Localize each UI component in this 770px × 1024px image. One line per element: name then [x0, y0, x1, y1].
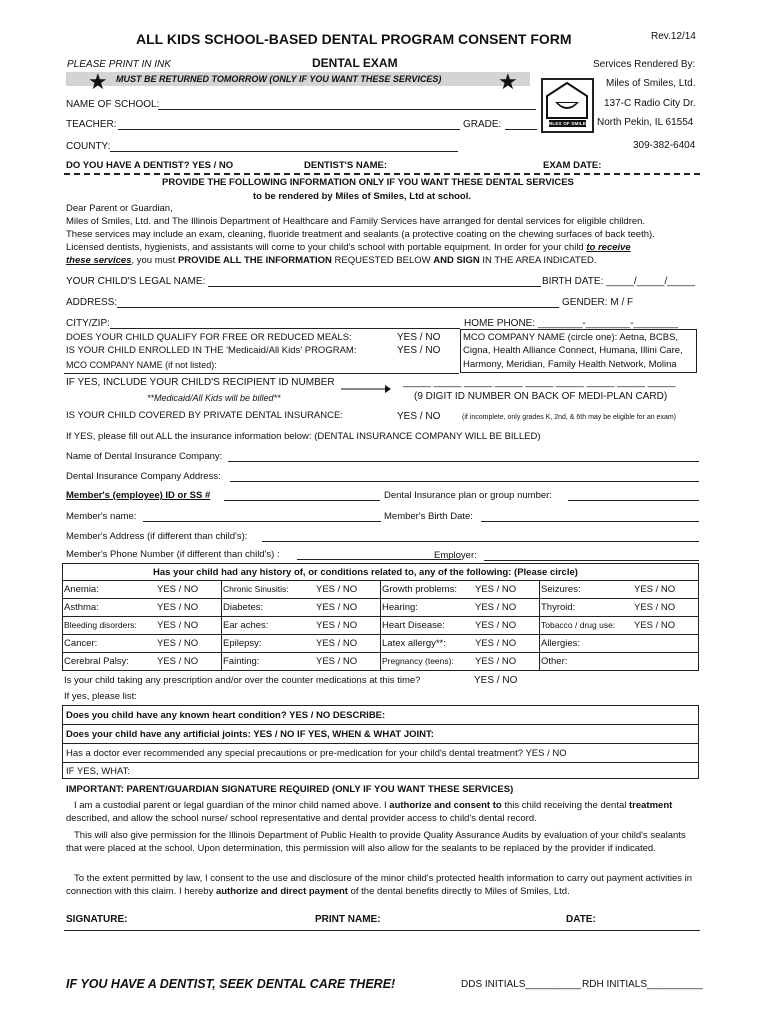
cut-line-divider	[64, 173, 700, 175]
star-icon: ★	[88, 69, 108, 94]
form-subtitle: DENTAL EXAM	[312, 56, 398, 70]
insurance-address-field[interactable]	[230, 481, 699, 482]
letter-line-2: These services may include an exam, cleaning, fluoride treatment and sealants (a protective coating on the chewing surfaces of back teeth).	[66, 229, 655, 240]
free-meals-question: DOES YOUR CHILD QUALIFY FOR FREE OR REDUCED MEALS:	[66, 332, 352, 343]
revision-label: Rev.12/14	[651, 31, 696, 42]
form-title: ALL KIDS SCHOOL-BASED DENTAL PROGRAM CONSENT FORM	[136, 31, 572, 47]
history-condition-label: Allergies:	[541, 638, 581, 649]
birth-date-field[interactable]: BIRTH DATE: _____/_____/_____	[542, 276, 696, 287]
history-condition-label: Thyroid:	[541, 602, 576, 613]
member-birth-label: Member's Birth Date:	[384, 511, 473, 522]
history-yes-no[interactable]: YES / NO	[316, 638, 358, 649]
history-yes-no[interactable]: YES / NO	[316, 620, 358, 631]
medications-question: Is your child taking any prescription and/or over the counter medications at this time?	[64, 675, 421, 686]
history-question: Has your child had any history of, or conditions related to, any of the following: (Please circle)	[153, 567, 578, 578]
school-name-label: NAME OF SCHOOL:	[66, 99, 160, 110]
arrow-right-icon	[341, 381, 391, 391]
insurance-instructions: If YES, please fill out ALL the insurance information below: (DENTAL INSURANCE COMPANY WILL BE BILLED)	[66, 431, 541, 442]
miles-of-smiles-logo: MILES OF SMILES	[541, 78, 594, 133]
history-condition-label: Diabetes:	[223, 602, 264, 613]
insurance-company-label: Name of Dental Insurance Company:	[66, 451, 223, 462]
seek-care-notice: IF YOU HAVE A DENTIST, SEEK DENTAL CARE THERE!	[66, 977, 396, 991]
insurance-address-label: Dental Insurance Company Address:	[66, 471, 221, 482]
letter-line-3: Licensed dentists, hygienists, and assistants will come to your child's school with portable equipment. In order for your child to receive	[66, 242, 631, 253]
gender-field[interactable]: GENDER: M / F	[562, 297, 634, 308]
premedication-what-label: IF YES, WHAT:	[66, 766, 131, 777]
history-yes-no[interactable]: YES / NO	[157, 656, 199, 667]
recipient-id-label: IF YES, INCLUDE YOUR CHILD'S RECIPIENT ID NUMBER	[66, 377, 335, 388]
provide-info-subheading: to be rendered by Miles of Smiles, Ltd at school.	[253, 191, 472, 202]
grade-field[interactable]	[505, 129, 537, 130]
city-zip-label: CITY/ZIP:	[66, 318, 110, 329]
history-condition-label: Latex allergy**:	[382, 638, 446, 649]
member-address-field[interactable]	[262, 541, 699, 542]
nine-digit-note: (9 DIGIT ID NUMBER ON BACK OF MEDI-PLAN CARD)	[414, 391, 668, 402]
artificial-joints-question: Does your child have any artificial joints: YES / NO IF YES, WHEN & WHAT JOINT:	[66, 729, 434, 740]
member-id-label: Member's (employee) ID or SS #	[66, 490, 211, 501]
medicaid-billed-note: **Medicaid/All Kids will be billed**	[147, 393, 281, 403]
consent-paragraph-2: This will also give permission for the Illinois Department of Public Health to provide Quality Assurance Audits by evaluation of your child's sealants that were placed at the school. Upon determination, this permission will also allow for the sealants to be replaced by the provider if indicated.	[66, 830, 686, 854]
history-condition-label: Cerebral Palsy:	[64, 656, 129, 667]
date-label: DATE:	[566, 914, 596, 925]
history-condition-label: Anemia:	[64, 584, 99, 595]
star-icon: ★	[498, 69, 518, 94]
mco-not-listed-label: MCO COMPANY NAME (if not listed):	[66, 360, 217, 370]
grade-label: GRADE:	[463, 119, 502, 130]
signature-label: SIGNATURE:	[66, 914, 128, 925]
history-yes-no[interactable]: YES / NO	[316, 602, 358, 613]
teacher-label: TEACHER:	[66, 119, 117, 130]
employer-field[interactable]	[484, 560, 699, 561]
provider-phone: 309-382-6404	[633, 140, 696, 151]
history-yes-no[interactable]: YES / NO	[475, 584, 517, 595]
dds-initials-field[interactable]: DDS INITIALS__________	[461, 979, 582, 990]
history-yes-no[interactable]: YES / NO	[316, 584, 358, 595]
mco-line-3: Harmony, Meridian, Family Health Network, Molina	[463, 359, 677, 370]
return-notice: MUST BE RETURNED TOMORROW (ONLY IF YOU WANT THESE SERVICES)	[116, 74, 442, 84]
history-yes-no[interactable]: YES / NO	[316, 656, 358, 667]
member-id-field[interactable]	[224, 500, 380, 501]
history-yes-no[interactable]: YES / NO	[475, 620, 517, 631]
history-yes-no[interactable]: YES / NO	[634, 620, 676, 631]
teacher-field[interactable]	[118, 129, 460, 130]
history-condition-label: Epilepsy:	[223, 638, 262, 649]
history-yes-no[interactable]: YES / NO	[157, 638, 199, 649]
employer-label: Employer:	[434, 550, 477, 561]
history-condition-label: Pregnancy (teens):	[382, 656, 454, 666]
county-field[interactable]	[110, 151, 458, 152]
consent-heading: IMPORTANT: PARENT/GUARDIAN SIGNATURE REQUIRED (ONLY IF YOU WANT THESE SERVICES)	[66, 784, 514, 795]
history-yes-no[interactable]: YES / NO	[634, 584, 676, 595]
insurance-company-field[interactable]	[228, 461, 699, 462]
history-condition-label: Fainting:	[223, 656, 260, 667]
medications-list-label: If yes, please list:	[64, 691, 137, 702]
history-condition-label: Asthma:	[64, 602, 99, 613]
member-phone-label: Member's Phone Number (if different than child's) :	[66, 549, 280, 560]
medications-yes-no[interactable]: YES / NO	[474, 675, 518, 686]
provider-name: Miles of Smiles, Ltd.	[606, 78, 696, 89]
school-name-field[interactable]	[158, 109, 536, 110]
private-insurance-yes-no[interactable]: YES / NO	[397, 411, 441, 422]
history-yes-no[interactable]: YES / NO	[475, 602, 517, 613]
history-yes-no[interactable]: YES / NO	[157, 602, 199, 613]
mco-line-1: MCO COMPANY NAME (circle one): Aetna, BCBS,	[463, 332, 679, 343]
provide-info-heading: PROVIDE THE FOLLOWING INFORMATION ONLY IF YOU WANT THESE DENTAL SERVICES	[162, 177, 574, 188]
private-insurance-question: IS YOUR CHILD COVERED BY PRIVATE DENTAL INSURANCE:	[66, 410, 343, 421]
provider-address-1: 137-C Radio City Dr.	[604, 98, 696, 109]
plan-group-label: Dental Insurance plan or group number:	[384, 490, 552, 501]
city-zip-field[interactable]	[110, 328, 460, 329]
row-divider	[64, 373, 459, 374]
provider-address-2: North Pekin, IL 61554	[597, 117, 694, 128]
history-condition-label: Heart Disease:	[382, 620, 445, 631]
address-label: ADDRESS:	[66, 297, 118, 308]
history-condition-label: Other:	[541, 656, 568, 667]
member-birth-field[interactable]	[481, 521, 699, 522]
address-field[interactable]	[117, 307, 559, 308]
letter-line-4: these services, you must PROVIDE ALL THE INFORMATION REQUESTED BELOW AND SIGN IN THE AREA INDICATED.	[66, 255, 597, 266]
county-label: COUNTY:	[66, 141, 111, 152]
member-name-label: Member's name:	[66, 511, 137, 522]
home-phone-field[interactable]: HOME PHONE: ________-________-________	[464, 318, 679, 329]
letter-line-1: Miles of Smiles, Ltd. and The Illinois Department of Healthcare and Family Services have arranged for dental services for eligible children.	[66, 216, 646, 227]
legal-name-field[interactable]	[208, 286, 541, 287]
consent-paragraph-3: To the extent permitted by law, I consent to the use and disclosure of the minor child's protected health information to carry out payment activities in connection with this claim. I hereby authorize and direct payment of the dental benefits directly to Miles of Smiles, Ltd.	[66, 873, 693, 897]
history-condition-label: Growth problems:	[382, 584, 457, 595]
history-condition-label: Tobacco / drug use:	[541, 620, 616, 630]
member-name-field[interactable]	[143, 521, 381, 522]
history-condition-label: Hearing:	[382, 602, 418, 613]
history-condition-label: Ear aches:	[223, 620, 269, 631]
mco-line-2: Cigna, Health Alliance Connect, Humana, Illini Care,	[463, 345, 683, 356]
incomplete-note: (if incomplete, only grades K, 2nd, & 6th may be eligible for an exam)	[462, 414, 676, 421]
have-dentist-question: DO YOU HAVE A DENTIST? YES / NO	[66, 160, 234, 171]
letter-greeting: Dear Parent or Guardian,	[66, 203, 173, 214]
history-condition-label: Bleeding disorders:	[64, 620, 137, 630]
print-in-ink-note: PLEASE PRINT IN INK	[67, 59, 171, 70]
free-meals-yes-no[interactable]: YES / NO	[397, 332, 441, 343]
history-yes-no[interactable]: YES / NO	[475, 656, 517, 667]
medicaid-question: IS YOUR CHILD ENROLLED IN THE 'Medicaid/All Kids' PROGRAM:	[66, 345, 357, 356]
services-rendered-label: Services Rendered By:	[593, 59, 696, 70]
history-yes-no[interactable]: YES / NO	[157, 620, 199, 631]
premedication-question: Has a doctor ever recommended any special precautions or pre-medication for your child's dental treatment? YES / NO	[66, 748, 567, 759]
recipient-id-blanks[interactable]: _____ _____ _____ _____ _____ _____ _____ _____ _____	[403, 377, 676, 388]
history-yes-no[interactable]: YES / NO	[634, 602, 676, 613]
dentist-name-label: DENTIST'S NAME:	[304, 160, 388, 171]
history-yes-no[interactable]: YES / NO	[157, 584, 199, 595]
member-address-label: Member's Address (if different than child's):	[66, 531, 248, 542]
history-yes-no[interactable]: YES / NO	[475, 638, 517, 649]
medicaid-yes-no[interactable]: YES / NO	[397, 345, 441, 356]
print-name-label: PRINT NAME:	[315, 914, 381, 925]
plan-group-field[interactable]	[568, 500, 699, 501]
rdh-initials-field[interactable]: RDH INITIALS__________	[582, 979, 703, 990]
heart-condition-question: Does you child have any known heart condition? YES / NO DESCRIBE:	[66, 710, 386, 721]
history-condition-label: Cancer:	[64, 638, 98, 649]
history-condition-label: Seizures:	[541, 584, 581, 595]
exam-date-label: EXAM DATE:	[543, 160, 602, 171]
consent-paragraph-1: I am a custodial parent or legal guardian of the minor child named above. I authorize and consent to this child receiving the dental treatment described, and allow the school nurse/ school representative and dental provider access to child's dental record.	[66, 800, 673, 824]
history-condition-label: Chronic Sinusitis:	[223, 584, 289, 594]
legal-name-label: YOUR CHILD'S LEGAL NAME:	[66, 276, 206, 287]
signature-line[interactable]	[64, 930, 700, 931]
